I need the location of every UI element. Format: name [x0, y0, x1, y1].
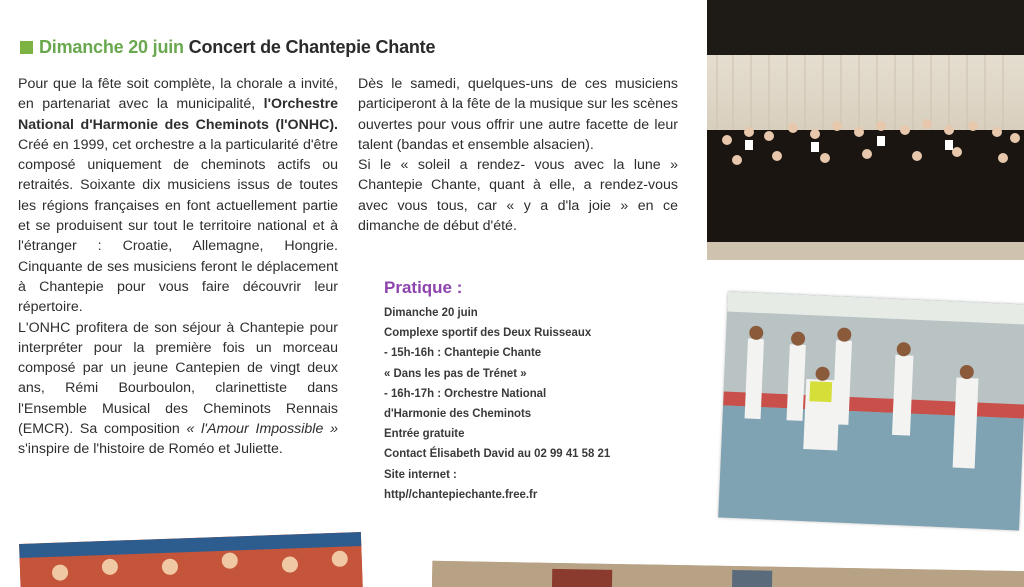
paragraph: [18, 74, 338, 318]
website-line: http//chantepiechante.free.fr: [384, 486, 538, 501]
capoeira-photo: [718, 292, 1024, 531]
pratique-line: Complexe sportif des Deux Ruisseaux: [384, 325, 592, 340]
pratique-line: « Dans les pas de Trénet »: [384, 365, 527, 380]
orchestra-name: l'Orchestre National d'Harmonie des Cheminots (l'ONHC).: [18, 96, 338, 133]
contact-line: Contact Élisabeth David au 02 99 41 58 21: [384, 446, 611, 461]
pratique-line: - 15h-16h : Chantepie Chante: [384, 345, 542, 360]
paragraph: [18, 318, 338, 460]
text-run: s'inspire de l'histoire de Roméo et Juliette.: [18, 441, 283, 458]
text-column-left: [18, 74, 338, 460]
pratique-title: Pratique :: [384, 278, 463, 297]
composition-title: « l'Amour Impossible »: [186, 421, 338, 438]
heading-title: Concert de Chantepie Chante: [188, 37, 436, 57]
pratique-line: Dimanche 20 juin: [384, 305, 478, 319]
text-run: Pour que la fête soit complète, la chorale a invité, en partenariat avec la municipalité,: [18, 76, 338, 113]
pratique-line: - 16h-17h : Orchestre National: [384, 385, 547, 400]
festival-photo: [19, 532, 363, 587]
orchestra-photo: [707, 0, 1024, 260]
paragraph: Si le « soleil a rendez- vous avec la lune » Chantepie Chante, quant à elle, a rendez-vous avec vous tous, car « y a d'la joie » en ce dimanche de début d'été.: [358, 157, 678, 235]
pratique-line: Entrée gratuite: [384, 426, 465, 441]
pratique-box: [384, 278, 674, 504]
text-run: L'ONHC profitera de son séjour à Chantepie pour interpréter pour la première fois un morceau composé par un jeune Cantepien de vingt deux ans, Rémi Bourboulon, clarinettiste dans l'Ensemble Musical des Cheminots Rennais (EMCR). Sa composition: [18, 319, 338, 438]
heading-date: Dimanche 20 juin: [39, 37, 184, 57]
pratique-line: Site internet :: [384, 466, 457, 481]
square-bullet-icon: [20, 41, 33, 54]
event-photo: [432, 561, 1024, 587]
text-run: Créé en 1999, cet orchestre a la particularité d'être composé uniquement de cheminots actifs ou retraités. Soixante dix musiciens issus de toutes les régions françaises en font actuellement partie et se produisent sur tout le territoire national et à l'étranger : Croatie, Allemagne, Hongrie. Cinquante de ses musiciens feront le déplacement à Chantepie pour vous faire découvrir leur répertoire.: [18, 136, 338, 316]
paragraph: Dès le samedi, quelques-uns de ces musiciens participeront à la fête de la musique sur les scènes ouvertes pour vous offrir une autre facette de leur talent (bandas et ensemble alsacien).: [358, 76, 678, 153]
text-column-right: [358, 74, 678, 236]
pratique-line: d'Harmonie des Cheminots: [384, 406, 532, 421]
article-heading: [20, 37, 435, 58]
